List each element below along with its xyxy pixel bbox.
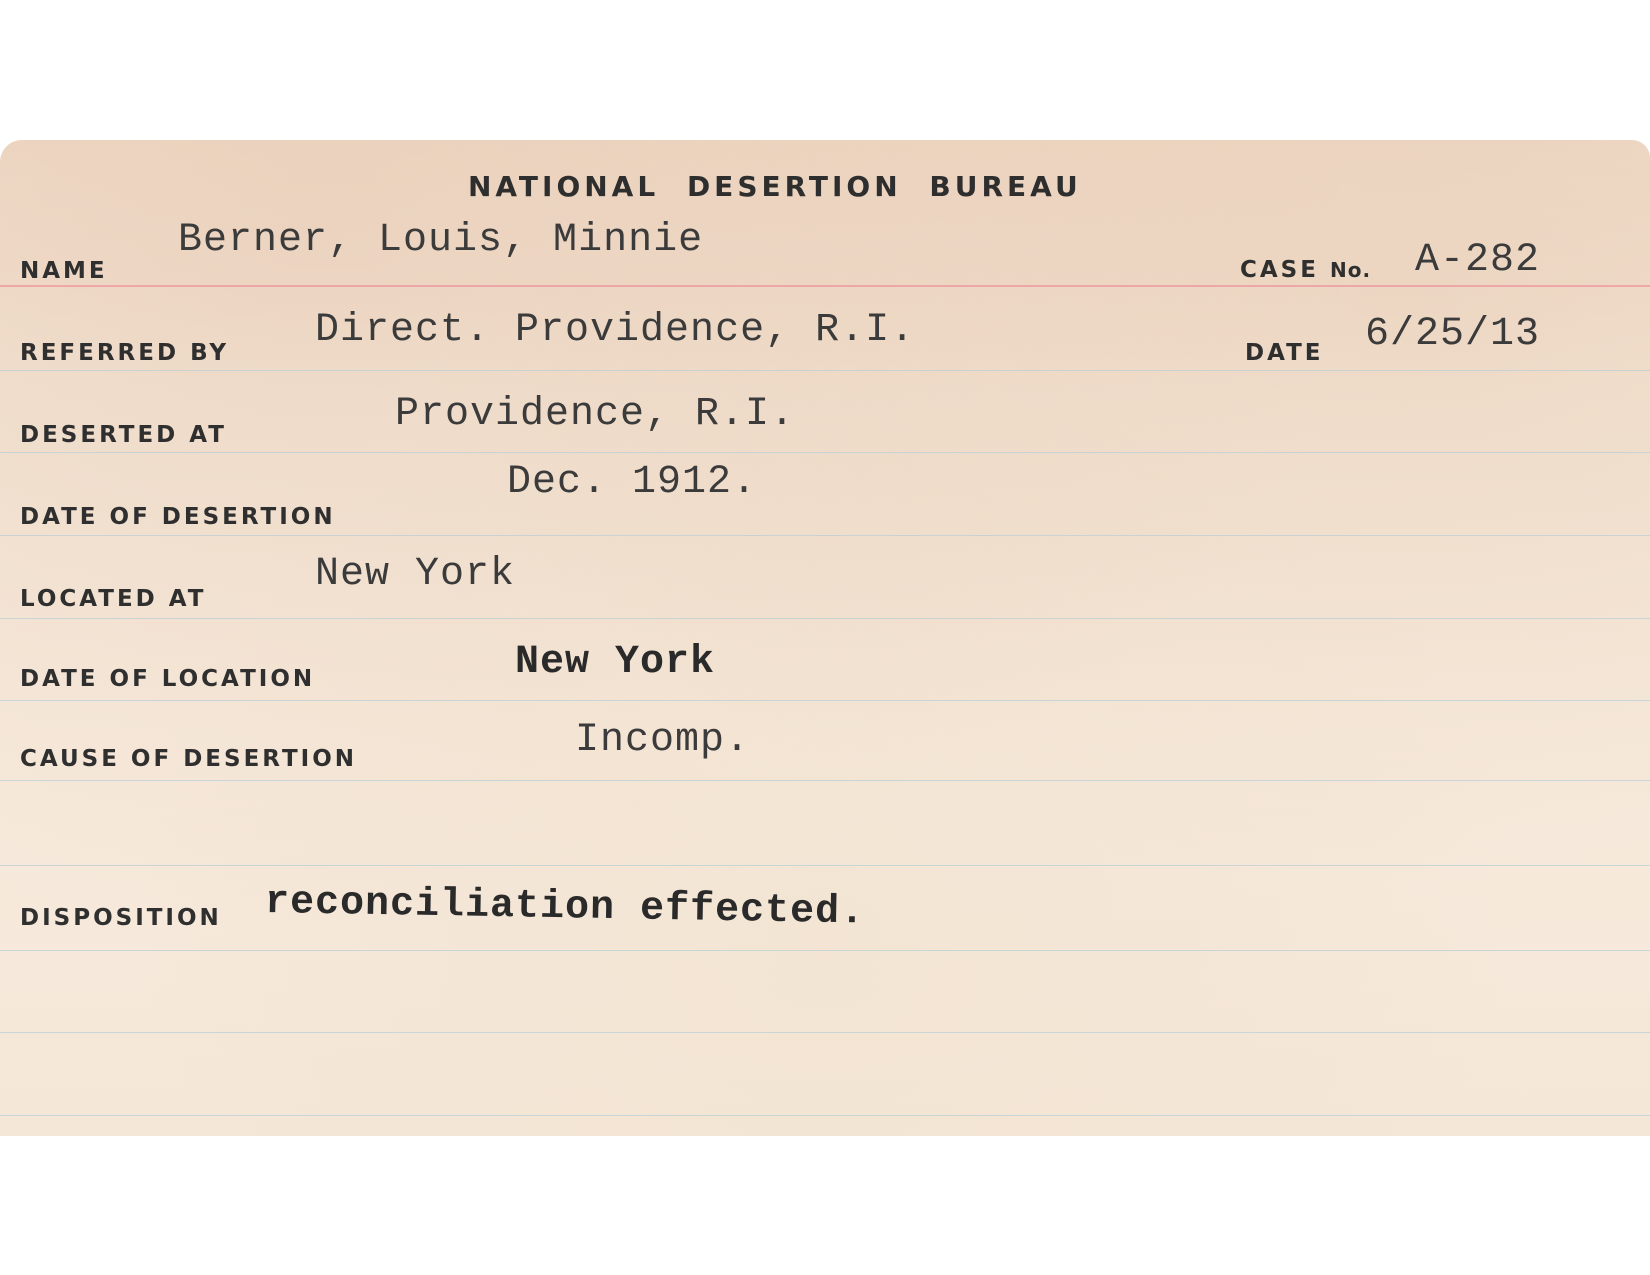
- rule-line: [0, 950, 1650, 951]
- rule-line: [0, 452, 1650, 453]
- case-number-value: A-282: [1415, 238, 1541, 283]
- disposition-label: DISPOSITION: [20, 905, 222, 931]
- desertion-record-card: [0, 140, 1650, 1136]
- located-at-value: New York: [315, 552, 516, 597]
- case-number-label: [1240, 257, 1371, 283]
- deserted-at-value: Providence, R.I.: [395, 392, 796, 437]
- name-rule-line: [0, 285, 1650, 287]
- cause-of-desertion-label: CAUSE OF DESERTION: [20, 746, 358, 772]
- bureau-header: NATIONAL DESERTION BUREAU: [468, 170, 1082, 203]
- rule-line: [0, 618, 1650, 619]
- date-of-location-value: New York: [515, 640, 716, 685]
- case-label-main: CASE: [1240, 257, 1319, 283]
- rule-line: [0, 535, 1650, 536]
- cause-of-desertion-value: Incomp.: [575, 718, 751, 763]
- case-label-no: No.: [1329, 258, 1372, 282]
- rule-line: [0, 1032, 1650, 1033]
- rule-line: [0, 370, 1650, 371]
- rule-line: [0, 865, 1650, 866]
- rule-line: [0, 1115, 1650, 1116]
- date-of-location-label: DATE OF LOCATION: [20, 666, 316, 692]
- date-of-desertion-value: Dec. 1912.: [507, 460, 758, 505]
- date-value: 6/25/13: [1365, 312, 1541, 357]
- rule-line: [0, 780, 1650, 781]
- referred-by-value: Direct. Providence, R.I.: [315, 308, 916, 353]
- date-of-desertion-label: DATE OF DESERTION: [20, 504, 336, 530]
- name-label: NAME: [20, 258, 108, 284]
- date-label: DATE: [1245, 340, 1324, 366]
- located-at-label: LOCATED AT: [20, 586, 207, 612]
- referred-by-label: REFERRED BY: [20, 340, 230, 366]
- rule-line: [0, 700, 1650, 701]
- name-value: Berner, Louis, Minnie: [178, 218, 704, 263]
- deserted-at-label: DESERTED AT: [20, 422, 227, 448]
- disposition-value: reconciliation effected.: [264, 880, 866, 936]
